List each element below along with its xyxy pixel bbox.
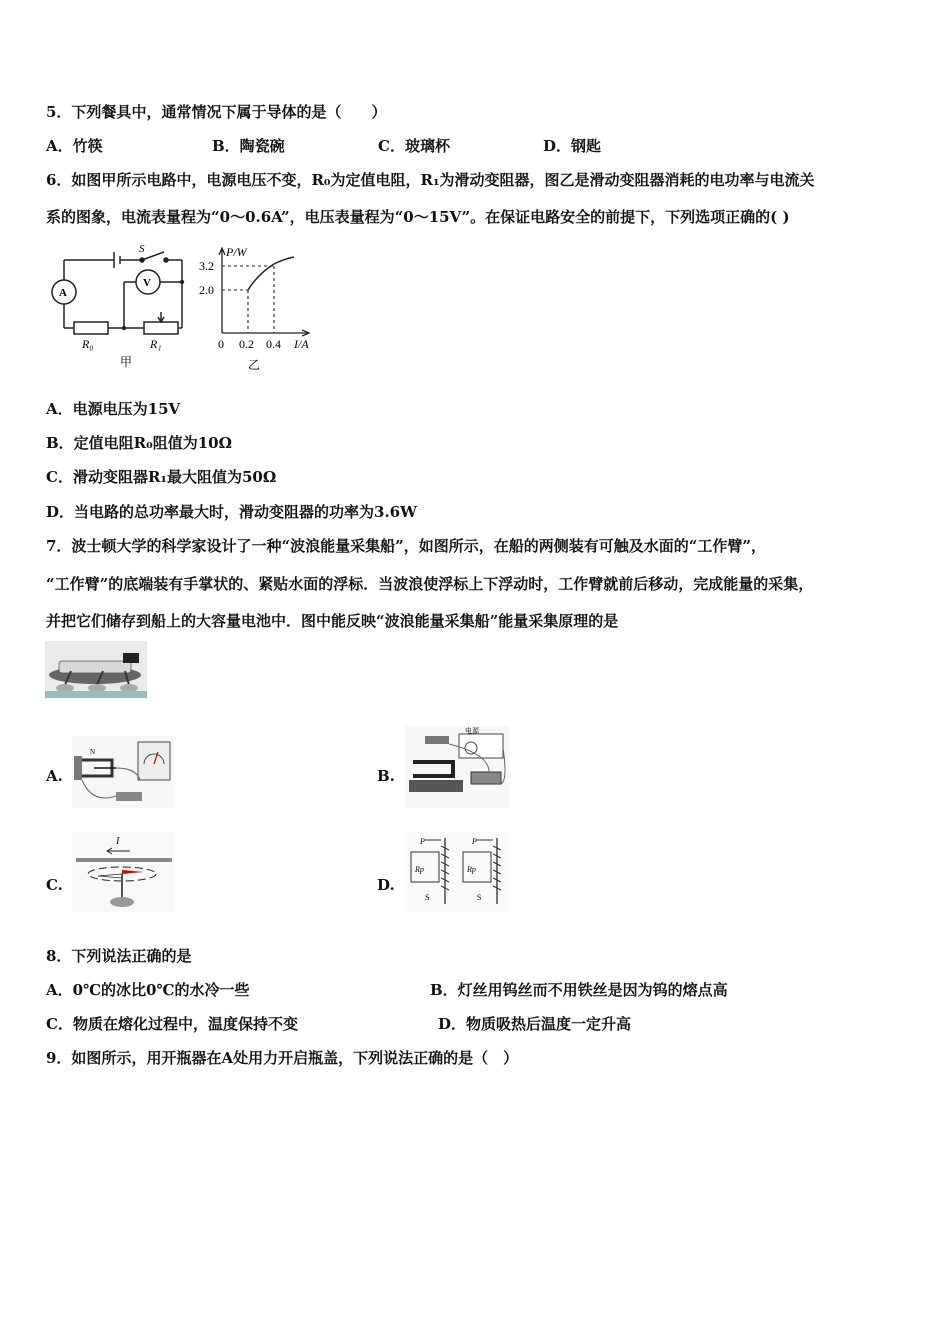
q5-option-c: C．玻璃杯 bbox=[378, 137, 450, 155]
r0-label: R₀ bbox=[82, 337, 94, 351]
q7-option-d-label: D. bbox=[377, 876, 395, 894]
magnet-n-label: N bbox=[90, 748, 96, 756]
slider-p-label-right: P bbox=[472, 837, 477, 846]
q5-option-d: D．钢匙 bbox=[543, 137, 602, 155]
q7-stem-line1: 7．波士顿大学的科学家设计了一种“波浪能量采集船”，如图所示，在船的两侧装有可触及水面的“工作臂”， bbox=[46, 537, 766, 555]
q7-option-a-figure bbox=[72, 736, 174, 808]
current-label: I bbox=[116, 836, 120, 847]
wave-energy-boat-image bbox=[45, 641, 147, 698]
slider-p-label-left: P bbox=[420, 837, 425, 846]
q7-option-c-figure bbox=[72, 832, 174, 912]
q6-option-a: A．电源电压为15V bbox=[46, 400, 181, 418]
graph-x-tick-0: 0 bbox=[218, 337, 224, 351]
ammeter-label: A bbox=[59, 287, 67, 299]
circuit-caption: 甲 bbox=[120, 355, 133, 369]
q7-option-d-figure bbox=[405, 832, 509, 912]
power-curve bbox=[248, 257, 294, 290]
q8-option-a: A．0℃的冰比0℃的水冷一些 bbox=[46, 981, 250, 999]
graph-y-tick-3-2: 3.2 bbox=[199, 259, 214, 273]
switch-s-label-left: S bbox=[425, 893, 430, 902]
switch-s-label-right: S bbox=[477, 893, 482, 902]
graph-caption: 乙 bbox=[248, 358, 261, 372]
q9-stem: 9．如图所示，用开瓶器在A处用力开启瓶盖，下列说法正确的是（ ） bbox=[46, 1049, 519, 1067]
q8-option-d: D．物质吸热后温度一定升高 bbox=[438, 1015, 632, 1033]
graph-y-tick-2-0: 2.0 bbox=[199, 283, 214, 297]
voltmeter-label: V bbox=[143, 277, 151, 289]
q6-option-b: B．定值电阻R₀阻值为10Ω bbox=[46, 434, 232, 452]
power-supply-label: 电源 bbox=[465, 727, 479, 735]
q7-stem-line2: “工作臂”的底端装有手掌状的、紧贴水面的浮标．当波浪使浮标上下浮动时，工作臂就前后移动，完成能量的采集， bbox=[46, 575, 814, 593]
q6-stem-line2: 系的图象，电流表量程为“0～0.6A”，电压表量程为“0～15V”。在保证电路安全的前提下，下列选项正确的( ) bbox=[46, 208, 790, 226]
q7-option-a-label: A. bbox=[46, 767, 63, 785]
rp-label-left: Rp bbox=[415, 865, 424, 874]
q8-stem: 8．下列说法正确的是 bbox=[46, 947, 192, 965]
q6-option-c: C．滑动变阻器R₁最大阻值为50Ω bbox=[46, 468, 277, 486]
q6-circuit-diagram bbox=[44, 240, 194, 375]
graph-y-label: P/W bbox=[226, 245, 247, 259]
q7-option-b-label: B. bbox=[377, 767, 395, 785]
q7-stem-line3: 并把它们储存到船上的大容量电池中．图中能反映“波浪能量采集船”能量采集原理的是 bbox=[46, 612, 619, 630]
q6-power-current-graph bbox=[196, 240, 326, 375]
q7-option-c-label: C. bbox=[46, 876, 63, 894]
rp-label-right: Rp bbox=[467, 865, 476, 874]
q6-option-d: D．当电路的总功率最大时，滑动变阻器的功率为3.6W bbox=[46, 503, 417, 521]
q5-option-b: B．陶瓷碗 bbox=[212, 137, 285, 155]
graph-x-tick-0-2: 0.2 bbox=[239, 337, 254, 351]
q5-stem: 5．下列餐具中，通常情况下属于导体的是（ ） bbox=[46, 103, 387, 121]
graph-x-label: I/A bbox=[294, 337, 309, 351]
r1-label: R₁ bbox=[150, 337, 162, 351]
graph-x-tick-0-4: 0.4 bbox=[266, 337, 281, 351]
switch-label: S bbox=[139, 243, 145, 255]
q7-option-b-figure bbox=[405, 726, 509, 808]
q8-option-c: C．物质在熔化过程中，温度保持不变 bbox=[46, 1015, 298, 1033]
q6-stem-line1: 6．如图甲所示电路中，电源电压不变，R₀为定值电阻，R₁为滑动变阻器，图乙是滑动变阻器消耗的电功率与电流关 bbox=[46, 171, 815, 189]
q5-option-a: A．竹筷 bbox=[46, 137, 103, 155]
q8-option-b: B．灯丝用钨丝而不用铁丝是因为钨的熔点高 bbox=[430, 981, 728, 999]
